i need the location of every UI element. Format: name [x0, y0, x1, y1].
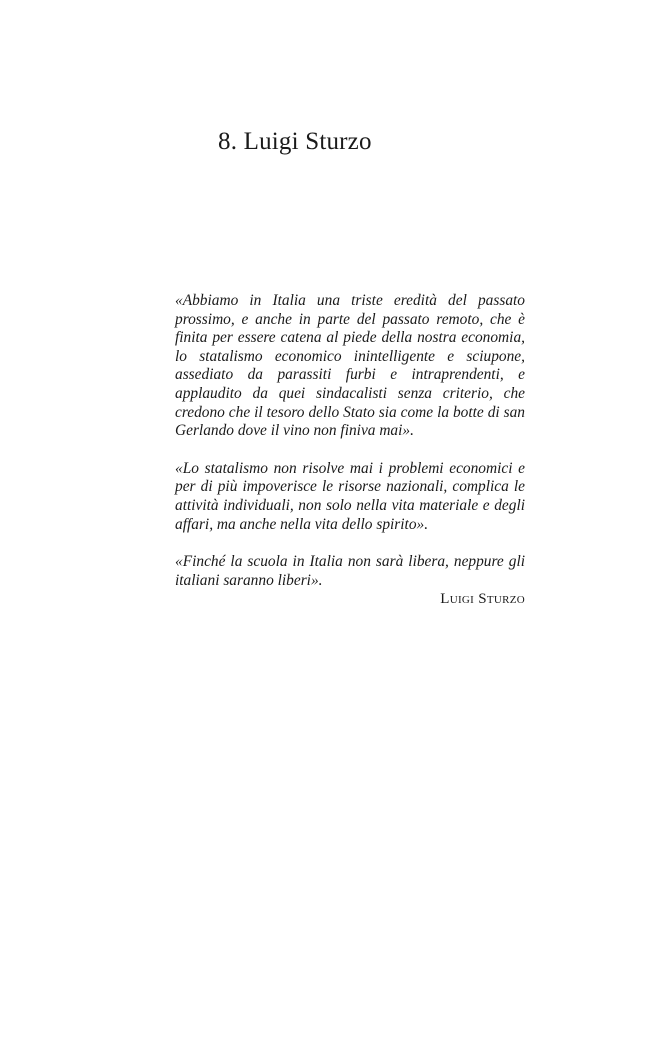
epigraph-quote-1: «Abbiamo in Italia una triste eredità del passato prossimo, e anche in parte del passato remoto, che è finita per essere catena al piede della nostra economia, lo statalismo economico inintelligente e sciupone, assediato da parassiti furbi e intraprendenti, e applaudito da quei sindacalisti senza criterio, che credono che il tesoro dello Stato sia come la botte di san Gerlando dove il vino non finiva mai». — [175, 292, 525, 440]
chapter-title: 8. Luigi Sturzo — [218, 128, 372, 155]
epigraph-quote-2: «Lo statalismo non risolve mai i problemi economici e per di più impoverisce le risorse nazionali, complica le attività individuali, non solo nella vita materiale e degli affari, ma anche nella vita dello spirito». — [175, 459, 525, 533]
epigraph-quote-3: «Finché la scuola in Italia non sarà libera, neppure gli italiani saranno liberi». — [175, 553, 525, 589]
epigraph — [175, 292, 525, 608]
epigraph-attribution: Luigi Sturzo — [440, 591, 525, 608]
